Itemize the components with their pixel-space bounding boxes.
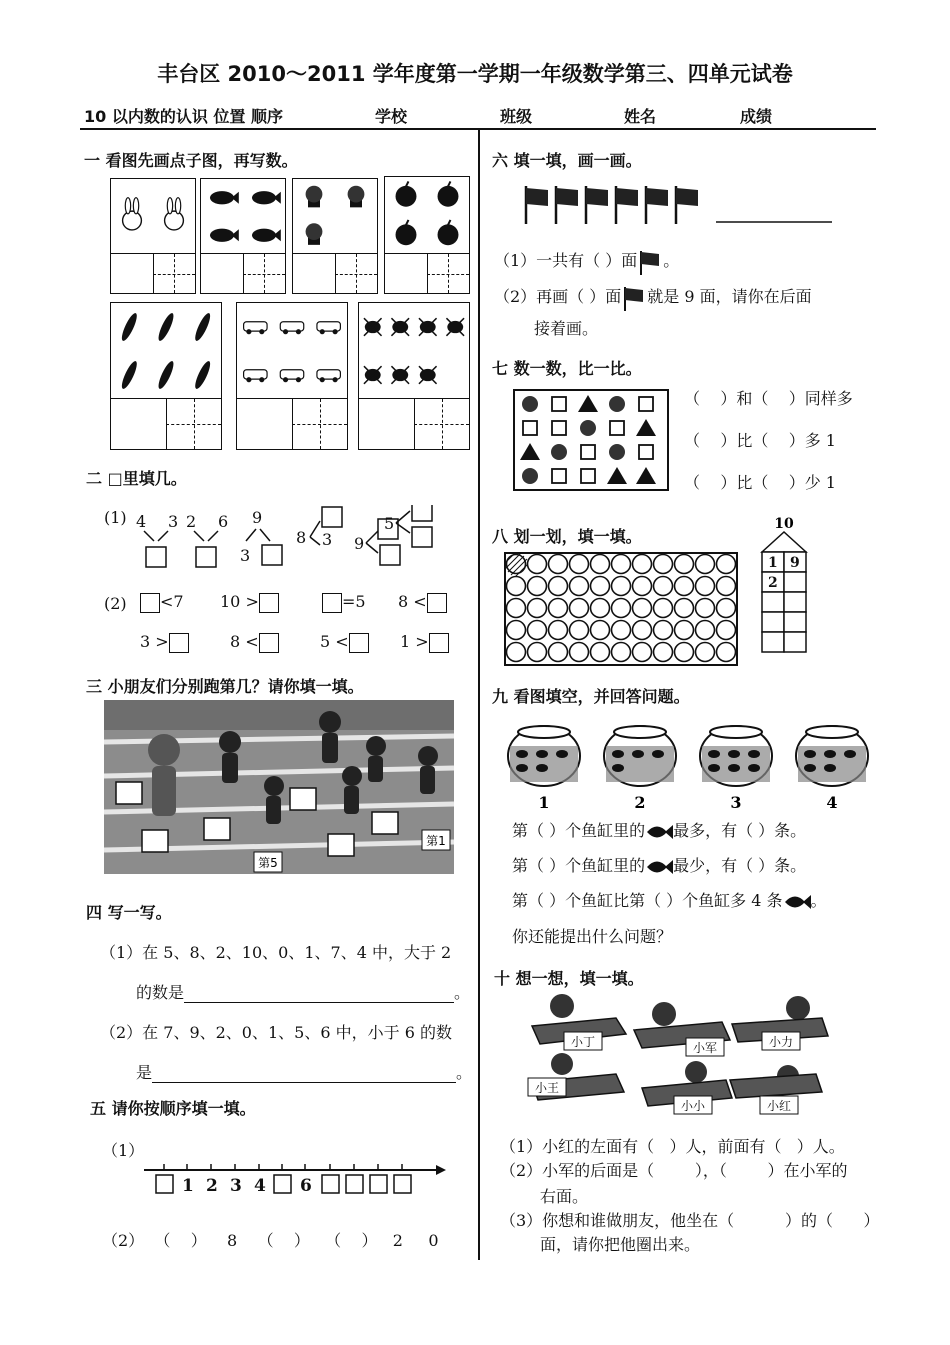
rank-box-4[interactable] bbox=[142, 830, 168, 852]
fish-icon bbox=[748, 764, 760, 772]
square-shape bbox=[552, 469, 566, 483]
line-num: 3 bbox=[230, 1176, 242, 1196]
flag-icon bbox=[646, 186, 668, 224]
grid-circle bbox=[675, 577, 694, 596]
circle-grid bbox=[504, 552, 738, 666]
grid-circle bbox=[528, 621, 547, 640]
fish-icon bbox=[210, 191, 239, 204]
runner-icon bbox=[219, 731, 241, 783]
s10-q1: （1）小红的左面有（ ）人，前面有（ ）人。 bbox=[500, 1137, 845, 1156]
fish-icon bbox=[516, 750, 528, 758]
answer-cells[interactable] bbox=[111, 398, 221, 449]
house-cell: 2 bbox=[768, 575, 778, 591]
bowl-label: 1 bbox=[538, 793, 550, 812]
grid-circle bbox=[717, 599, 736, 618]
line-box[interactable] bbox=[346, 1175, 363, 1193]
b1-right: 3 bbox=[168, 512, 179, 531]
grid-circle bbox=[591, 643, 610, 662]
line-num: 4 bbox=[254, 1176, 266, 1196]
house-cell: 1 bbox=[768, 555, 778, 571]
grid-circle bbox=[570, 621, 589, 640]
car-icon bbox=[237, 303, 347, 399]
grid-circle bbox=[633, 643, 652, 662]
grid-circle bbox=[717, 555, 736, 574]
square-shape bbox=[523, 421, 537, 435]
rank-box-6[interactable] bbox=[328, 834, 354, 856]
grid-circle bbox=[549, 643, 568, 662]
s5-q2: （2） （ ） 8 （ ） （ ） 2 0 bbox=[102, 1231, 439, 1250]
s2-r3-item-4: 1 > bbox=[400, 632, 449, 653]
answer-box[interactable] bbox=[169, 633, 189, 653]
grid-circle bbox=[654, 643, 673, 662]
fish-icon bbox=[536, 764, 548, 772]
grid-circle bbox=[675, 599, 694, 618]
plant-icon bbox=[306, 186, 323, 208]
answer-box[interactable] bbox=[259, 593, 279, 613]
s4-q2-line2: 是 。 bbox=[136, 1063, 473, 1082]
leaf-icon bbox=[156, 311, 176, 342]
school-label: 学校 bbox=[375, 107, 408, 126]
fish-bowls bbox=[506, 712, 876, 812]
b3-left: 3 bbox=[240, 546, 251, 565]
circle-shape bbox=[609, 444, 625, 460]
s7-q3: （ ）比（ ）少 1 bbox=[684, 473, 836, 492]
grid-circle bbox=[591, 555, 610, 574]
flag-icon bbox=[526, 186, 548, 224]
picture-box bbox=[384, 176, 470, 294]
grid-circle bbox=[549, 621, 568, 640]
line-box[interactable] bbox=[156, 1175, 173, 1193]
answer-cells[interactable] bbox=[237, 398, 347, 449]
bowl-label: 3 bbox=[730, 793, 742, 812]
s10-q2: （2）小军的后面是（ ），（ ）在小军的 bbox=[500, 1161, 848, 1180]
name-tag: 小王 bbox=[534, 1081, 560, 1095]
fish-icon bbox=[210, 229, 239, 242]
picture-box bbox=[236, 302, 348, 450]
circle-shape bbox=[522, 396, 538, 412]
grid-circle bbox=[507, 643, 526, 662]
square-shape bbox=[581, 445, 595, 459]
leaf-icon bbox=[192, 311, 212, 342]
rabbit-icon bbox=[111, 179, 195, 254]
picture-box bbox=[292, 178, 378, 294]
grid-circle bbox=[507, 599, 526, 618]
grid-circle bbox=[696, 577, 715, 596]
rank-box-2[interactable] bbox=[290, 788, 316, 810]
b3-top: 9 bbox=[252, 508, 263, 527]
grid-circle bbox=[633, 599, 652, 618]
apple-icon bbox=[438, 220, 459, 245]
picture-box bbox=[358, 302, 470, 450]
s2-r1-label: (1) bbox=[104, 508, 127, 527]
grid-circle bbox=[696, 643, 715, 662]
car-icon bbox=[317, 370, 340, 383]
number-line bbox=[140, 1160, 450, 1200]
grid-circle bbox=[654, 599, 673, 618]
line-box[interactable] bbox=[322, 1175, 339, 1193]
name-tag: 小丁 bbox=[570, 1035, 596, 1049]
s2-r2-item-3: =5 bbox=[322, 592, 366, 613]
grid-circle bbox=[612, 621, 631, 640]
grid-circle bbox=[549, 599, 568, 618]
fish-icon bbox=[844, 750, 856, 758]
picture-box bbox=[110, 302, 222, 450]
grid-circle bbox=[549, 555, 568, 574]
line-num: 6 bbox=[300, 1176, 312, 1196]
b4-answer-box[interactable] bbox=[322, 507, 342, 527]
leaf-icon bbox=[111, 303, 221, 399]
grid-circle bbox=[633, 555, 652, 574]
grid-circle bbox=[570, 599, 589, 618]
s2-r2-item-1: <7 bbox=[140, 592, 184, 613]
car-icon bbox=[244, 370, 267, 383]
answer-box[interactable] bbox=[259, 633, 279, 653]
s10-heading: 十 想一想，填一填。 bbox=[494, 969, 644, 988]
grid-circle bbox=[591, 577, 610, 596]
fish-icon bbox=[612, 764, 624, 772]
topic-label: 10 以内数的认识 位置 顺序 bbox=[84, 107, 283, 126]
apple-icon bbox=[396, 181, 417, 206]
bug-icon bbox=[359, 303, 469, 399]
bug-icon bbox=[419, 318, 437, 336]
s7-q2: （ ）比（ ）多 1 bbox=[684, 431, 836, 450]
line-box[interactable] bbox=[394, 1175, 411, 1193]
rank-box-3[interactable] bbox=[204, 818, 230, 840]
fish-icon bbox=[708, 750, 720, 758]
grid-circle bbox=[570, 643, 589, 662]
answer-box[interactable] bbox=[322, 593, 342, 613]
s9-heading: 九 看图填空，并回答问题。 bbox=[492, 687, 690, 706]
grid-circle bbox=[528, 599, 547, 618]
car-icon bbox=[244, 322, 267, 335]
plant-icon bbox=[293, 179, 377, 254]
b2-left: 2 bbox=[186, 512, 197, 531]
fish-icon bbox=[783, 891, 811, 913]
s2-r2-label: (2) bbox=[104, 594, 127, 613]
b5-answer-box-2[interactable] bbox=[380, 545, 400, 565]
name-tag: 小红 bbox=[766, 1099, 792, 1113]
leaf-icon bbox=[192, 359, 212, 390]
flag-icon bbox=[621, 285, 647, 311]
s9-q2: 第（ ）个鱼缸里的 最少，有（ ）条。 bbox=[512, 853, 806, 878]
b1-answer-box[interactable] bbox=[146, 547, 166, 567]
tag-1st: 第1 bbox=[426, 834, 446, 848]
classroom-picture bbox=[526, 992, 832, 1116]
class-label: 班级 bbox=[500, 107, 533, 126]
square-shape bbox=[581, 469, 595, 483]
plant-icon bbox=[306, 223, 323, 245]
line-num: 2 bbox=[206, 1176, 218, 1196]
s6-heading: 六 填一填，画一画。 bbox=[492, 151, 642, 170]
fish-icon bbox=[824, 764, 836, 772]
fish-icon bbox=[645, 856, 673, 878]
b6-top: 5 bbox=[384, 514, 395, 533]
house-top-number: 10 bbox=[774, 516, 794, 532]
runner-icon bbox=[148, 734, 180, 816]
plant-icon bbox=[348, 186, 365, 208]
square-shape bbox=[639, 445, 653, 459]
grid-circle bbox=[570, 577, 589, 596]
fishbowl-icon bbox=[508, 726, 580, 786]
grid-circle bbox=[654, 621, 673, 640]
grid-circle bbox=[507, 577, 526, 596]
fish-icon bbox=[728, 750, 740, 758]
square-shape bbox=[639, 397, 653, 411]
fishbowl-icon bbox=[700, 726, 772, 786]
apple-icon bbox=[396, 220, 417, 245]
runner-icon bbox=[319, 711, 341, 763]
s5-heading: 五 请你按顺序填一填。 bbox=[90, 1099, 256, 1118]
fishbowl-icon bbox=[796, 726, 868, 786]
column-divider bbox=[478, 130, 480, 1260]
s2-r3-item-1: 3 > bbox=[140, 632, 189, 653]
name-tag: 小小 bbox=[680, 1099, 706, 1113]
flag-icon bbox=[556, 186, 578, 224]
name-label: 姓名 bbox=[624, 107, 657, 126]
s2-heading: 二 □里填几。 bbox=[86, 469, 187, 488]
answer-box[interactable] bbox=[140, 593, 160, 613]
picture-box bbox=[200, 178, 286, 294]
grid-circle bbox=[633, 621, 652, 640]
line-num: 1 bbox=[182, 1176, 194, 1196]
fish-icon bbox=[252, 229, 281, 242]
name-tag: 小力 bbox=[768, 1035, 794, 1049]
grid-circle bbox=[549, 577, 568, 596]
fish-icon bbox=[516, 764, 528, 772]
circle-shape bbox=[580, 420, 596, 436]
grid-circle bbox=[696, 555, 715, 574]
runner-icon bbox=[264, 776, 284, 824]
answer-cells[interactable] bbox=[385, 253, 469, 293]
square-shape bbox=[610, 421, 624, 435]
flag-icon bbox=[616, 186, 638, 224]
b3-answer-box[interactable] bbox=[262, 545, 282, 565]
fish-icon bbox=[536, 750, 548, 758]
circle-shape bbox=[551, 444, 567, 460]
grid-circle bbox=[612, 643, 631, 662]
b4-part: 3 bbox=[322, 530, 333, 549]
s6-q1: （1）一共有（ ）面 。 bbox=[494, 248, 679, 275]
answer-blank[interactable] bbox=[184, 983, 454, 1003]
tag-5th: 第5 bbox=[258, 856, 278, 870]
grid-circle bbox=[675, 621, 694, 640]
circle-shape bbox=[609, 396, 625, 412]
fish-icon bbox=[804, 764, 816, 772]
answer-cells[interactable] bbox=[111, 253, 195, 293]
s10-q3: （3）你想和谁做朋友，他坐在（ ）的（ ） bbox=[500, 1211, 880, 1230]
s5-q1-label: （1） bbox=[102, 1141, 145, 1160]
bug-icon bbox=[391, 366, 409, 384]
fish-icon bbox=[556, 750, 568, 758]
square-shape bbox=[552, 421, 566, 435]
s2-r3-item-3: 5 < bbox=[320, 632, 369, 653]
s7-heading: 七 数一数，比一比。 bbox=[492, 359, 642, 378]
grid-circle bbox=[654, 577, 673, 596]
grid-circle bbox=[717, 621, 736, 640]
answer-box[interactable] bbox=[427, 593, 447, 613]
s6-q2: （2）再画（ ）面 就是 9 面，请你在后面 bbox=[494, 284, 812, 311]
grid-circle bbox=[696, 621, 715, 640]
fish-icon bbox=[632, 750, 644, 758]
grid-circle bbox=[591, 599, 610, 618]
s9-q4: 你还能提出什么问题？ bbox=[512, 927, 673, 946]
fish-icon bbox=[824, 750, 836, 758]
flag-icon bbox=[586, 186, 608, 224]
apple-icon bbox=[438, 181, 459, 206]
bowl-label: 2 bbox=[634, 793, 646, 812]
grid-circle bbox=[507, 621, 526, 640]
b5-top: 9 bbox=[354, 534, 365, 553]
s8-heading: 八 划一划，填一填。 bbox=[492, 527, 642, 546]
fish-icon bbox=[708, 764, 720, 772]
grid-circle bbox=[654, 555, 673, 574]
s4-q2-line1: （2）在 7、9、2、0、1、5、6 中，小于 6 的数 bbox=[100, 1023, 452, 1042]
name-tag: 小军 bbox=[692, 1041, 718, 1055]
car-icon bbox=[280, 322, 303, 335]
fish-icon bbox=[252, 191, 281, 204]
rank-box-1[interactable] bbox=[116, 782, 142, 804]
leaf-icon bbox=[119, 311, 139, 342]
flag-icon bbox=[676, 186, 698, 224]
s10-q2-cont: 右面。 bbox=[540, 1187, 589, 1206]
b2-right: 6 bbox=[218, 512, 229, 531]
s10-q3-cont: 面，请你把他圈出来。 bbox=[540, 1235, 701, 1254]
rabbit-icon bbox=[165, 198, 184, 230]
grid-circle bbox=[675, 555, 694, 574]
s2-r2-item-4: 8 < bbox=[398, 592, 447, 613]
grid-circle bbox=[633, 577, 652, 596]
circle-shape bbox=[522, 468, 538, 484]
fish-icon bbox=[652, 750, 664, 758]
answer-box[interactable] bbox=[349, 633, 369, 653]
b2-answer-box[interactable] bbox=[196, 547, 216, 567]
answer-cells[interactable] bbox=[359, 398, 469, 449]
b6-answer-box-1[interactable] bbox=[412, 505, 432, 521]
s2-r2-item-2: 10 > bbox=[220, 592, 279, 613]
square-shape bbox=[552, 397, 566, 411]
fish-icon bbox=[612, 750, 624, 758]
s4-q1-line1: （1）在 5、8、2、10、0、1、7、4 中，大于 2 bbox=[100, 943, 452, 962]
flag-icon bbox=[637, 249, 663, 275]
answer-cells[interactable] bbox=[293, 253, 377, 293]
grid-circle bbox=[717, 577, 736, 596]
line-box[interactable] bbox=[370, 1175, 387, 1193]
leaf-icon bbox=[156, 359, 176, 390]
grid-circle bbox=[717, 643, 736, 662]
s7-q1: （ ）和（ ）同样多 bbox=[684, 389, 853, 408]
fish-icon bbox=[804, 750, 816, 758]
fishbowl-icon bbox=[604, 726, 676, 786]
bug-icon bbox=[391, 318, 409, 336]
apple-icon bbox=[385, 177, 469, 254]
b6-answer-box-2[interactable] bbox=[412, 527, 432, 547]
grid-circle bbox=[612, 599, 631, 618]
bowl-label: 4 bbox=[826, 793, 838, 812]
s4-q1-line2: 的数是 。 bbox=[136, 983, 471, 1002]
s1-heading: 一 看图先画点子图，再写数。 bbox=[84, 151, 298, 170]
score-label: 成绩 bbox=[740, 107, 773, 126]
car-icon bbox=[280, 370, 303, 383]
picture-box bbox=[110, 178, 196, 294]
grid-circle bbox=[528, 643, 547, 662]
rank-box-5[interactable] bbox=[372, 812, 398, 834]
car-icon bbox=[317, 322, 340, 335]
s4-heading: 四 写一写。 bbox=[86, 903, 172, 922]
answer-box[interactable] bbox=[429, 633, 449, 653]
b4-top: 8 bbox=[296, 528, 307, 547]
b1-left: 4 bbox=[136, 512, 147, 531]
fish-icon bbox=[201, 179, 285, 254]
grid-circle bbox=[675, 643, 694, 662]
s9-q1: 第（ ）个鱼缸里的 最多，有（ ）条。 bbox=[512, 818, 806, 843]
bug-icon bbox=[419, 366, 437, 384]
fish-icon bbox=[748, 750, 760, 758]
bug-icon bbox=[446, 318, 464, 336]
rabbit-icon bbox=[123, 198, 142, 230]
fish-icon bbox=[728, 764, 740, 772]
page-title: 丰台区 2010～2011 学年度第一学期一年级数学第三、四单元试卷 bbox=[157, 62, 793, 86]
grid-circle bbox=[612, 577, 631, 596]
answer-blank[interactable] bbox=[152, 1063, 456, 1083]
grid-circle bbox=[591, 621, 610, 640]
s6-q2-cont: 接着画。 bbox=[534, 319, 599, 338]
flags-picture bbox=[520, 182, 850, 228]
fish-icon bbox=[645, 821, 673, 843]
runner-icon bbox=[342, 766, 362, 814]
desk-icon bbox=[730, 1074, 822, 1098]
s9-q3: 第（ ）个鱼缸比第（ ）个鱼缸多 4 条 。 bbox=[512, 888, 827, 913]
shapes-grid bbox=[512, 388, 672, 494]
running-race-picture bbox=[104, 700, 454, 874]
bug-icon bbox=[364, 318, 382, 336]
answer-cells[interactable] bbox=[201, 253, 285, 293]
grid-circle bbox=[570, 555, 589, 574]
grid-circle bbox=[528, 577, 547, 596]
leaf-icon bbox=[119, 359, 139, 390]
number-house bbox=[756, 514, 816, 664]
runner-icon bbox=[418, 746, 438, 794]
grid-circle bbox=[528, 555, 547, 574]
grid-circle bbox=[696, 599, 715, 618]
bug-icon bbox=[364, 366, 382, 384]
line-box[interactable] bbox=[274, 1175, 291, 1193]
house-cell: 9 bbox=[790, 555, 800, 571]
s2-number-bonds bbox=[128, 505, 458, 575]
grid-circle bbox=[612, 555, 631, 574]
s2-r3-item-2: 8 < bbox=[230, 632, 279, 653]
s3-heading: 三 小朋友们分别跑第几？请你填一填。 bbox=[86, 677, 364, 696]
